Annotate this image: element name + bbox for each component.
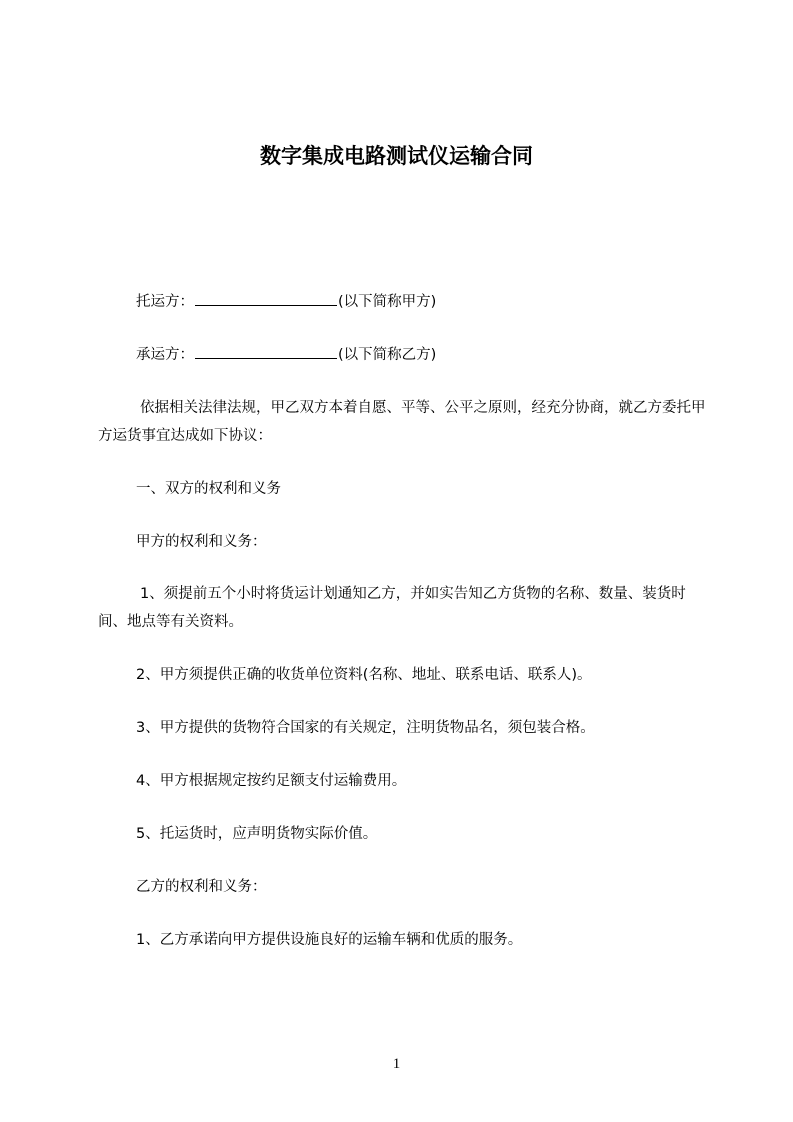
preamble-paragraph: 依据相关法律法规，甲乙双方本着自愿、平等、公平之原则，经充分协商，就乙方委托甲方运货事宜达成如下协议： <box>98 400 706 444</box>
carrier-suffix: (以下简称乙方) <box>338 347 437 363</box>
page-number: 1 <box>392 1056 401 1072</box>
party-a-item-4: 4、甲方根据规定按约足额支付运输费用。 <box>136 773 407 789</box>
party-a-item-2: 2、甲方须提供正确的收货单位资料(名称、地址、联系电话、联系人)。 <box>136 667 592 683</box>
shipper-line <box>98 288 712 316</box>
carrier-label: 承运方： <box>136 347 194 363</box>
document-title: 数字集成电路测试仪运输合同 <box>260 144 533 168</box>
party-a-heading: 甲方的权利和义务： <box>136 534 267 550</box>
party-a-item-1: 1、须提前五个小时将货运计划通知乙方，并如实告知乙方货物的名称、数量、装货时间、地点等有关资料。 <box>98 586 686 630</box>
party-a-item-3: 3、甲方提供的货物符合国家的有关规定，注明货物品名，须包装合格。 <box>136 720 595 736</box>
section1-heading: 一、双方的权利和义务 <box>136 481 281 497</box>
carrier-line <box>98 341 712 369</box>
party-b-item-1: 1、乙方承诺向甲方提供设施良好的运输车辆和优质的服务。 <box>136 932 523 948</box>
shipper-blank <box>195 291 337 306</box>
carrier-blank <box>195 344 337 359</box>
shipper-label: 托运方： <box>136 294 194 310</box>
party-b-heading: 乙方的权利和义务： <box>136 879 267 895</box>
party-a-item-5: 5、托运货时，应声明货物实际价值。 <box>136 826 378 842</box>
shipper-suffix: (以下简称甲方) <box>338 294 437 310</box>
